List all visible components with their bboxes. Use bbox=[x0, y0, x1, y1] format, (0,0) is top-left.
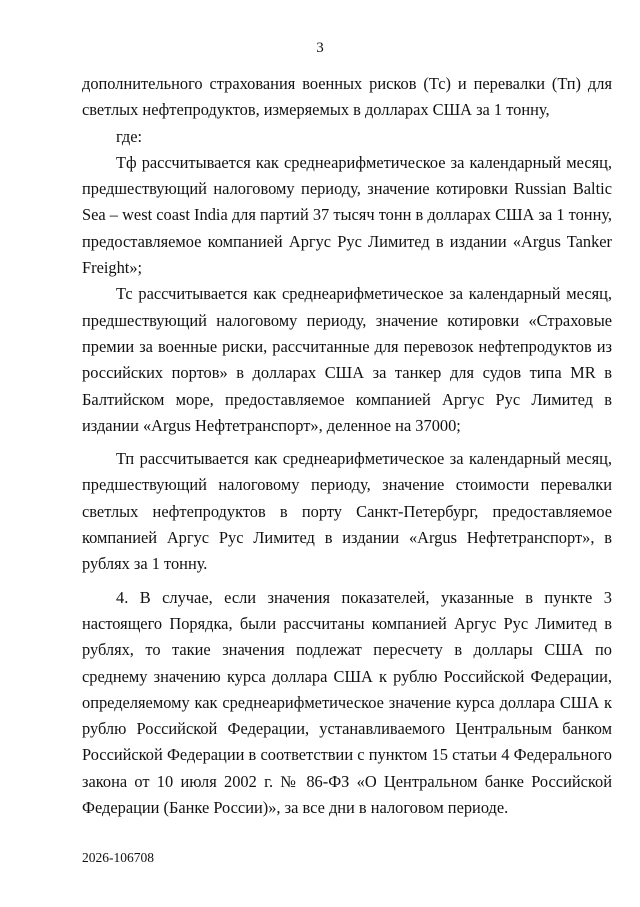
document-body bbox=[82, 71, 612, 821]
document-id: 2026-106708 bbox=[82, 850, 154, 865]
paragraph-continuation: дополнительного страхования военных рисков (Тс) и перевалки (Тп) для светлых нефтепродуктов, измеряемых в долларах США за 1 тонну, bbox=[82, 74, 612, 120]
page-number: 3 bbox=[316, 40, 324, 56]
paragraph-item-4: 4. В случае, если значения показателей, указанные в пункте 3 настоящего Порядка, были рассчитаны компанией Аргус Рус Лимитед в рублях, то такие значения подлежат пересчету в доллары США по среднему значению курса доллара США к рублю Российской Федерации, определяемому как среднеарифметическое значение курса доллара США к рублю Российской Федерации, устанавливаемого Центральным банком Российской Федерации в соответствии с пунктом 15 статьи 4 Федерального закона от 10 июля 2002 г. № 86-ФЗ «О Центральном банке Российской Федерации (Банке России)», за все дни в налоговом периоде. bbox=[82, 587, 612, 818]
paragraph-tf-definition: Тф рассчитывается как среднеарифметическое за календарный месяц, предшествующий налоговому периоду, значение котировки Russian Baltic Sea – west coast India для партий 37 тысяч тонн в долларах США за 1 тонну, предоставляемое компанией Аргус Рус Лимитед в издании «Argus Tanker Freight»; bbox=[82, 152, 612, 278]
paragraph-tc-definition: Тс рассчитывается как среднеарифметическое за календарный месяц, предшествующий налоговому периоду, значение котировки «Страховые премии за военные риски, рассчитанные для перевозок нефтепродуктов из российских портов» в долларах США за танкер для судов типа MR в Балтийском море, предоставляемое компанией Аргус Рус Лимитед в издании «Argus Нефтетранспорт», деленное на 37000; bbox=[82, 284, 612, 435]
paragraph-tp-definition: Тп рассчитывается как среднеарифметическое за календарный месяц, предшествующий налоговому периоду, значение стоимости перевалки светлых нефтепродуктов в порту Санкт-Петербург, предоставляемое компанией Аргус Рус Лимитед в издании «Argus Нефтетранспорт», в рублях за 1 тонну. bbox=[82, 449, 612, 574]
paragraph-where: где: bbox=[116, 126, 143, 146]
